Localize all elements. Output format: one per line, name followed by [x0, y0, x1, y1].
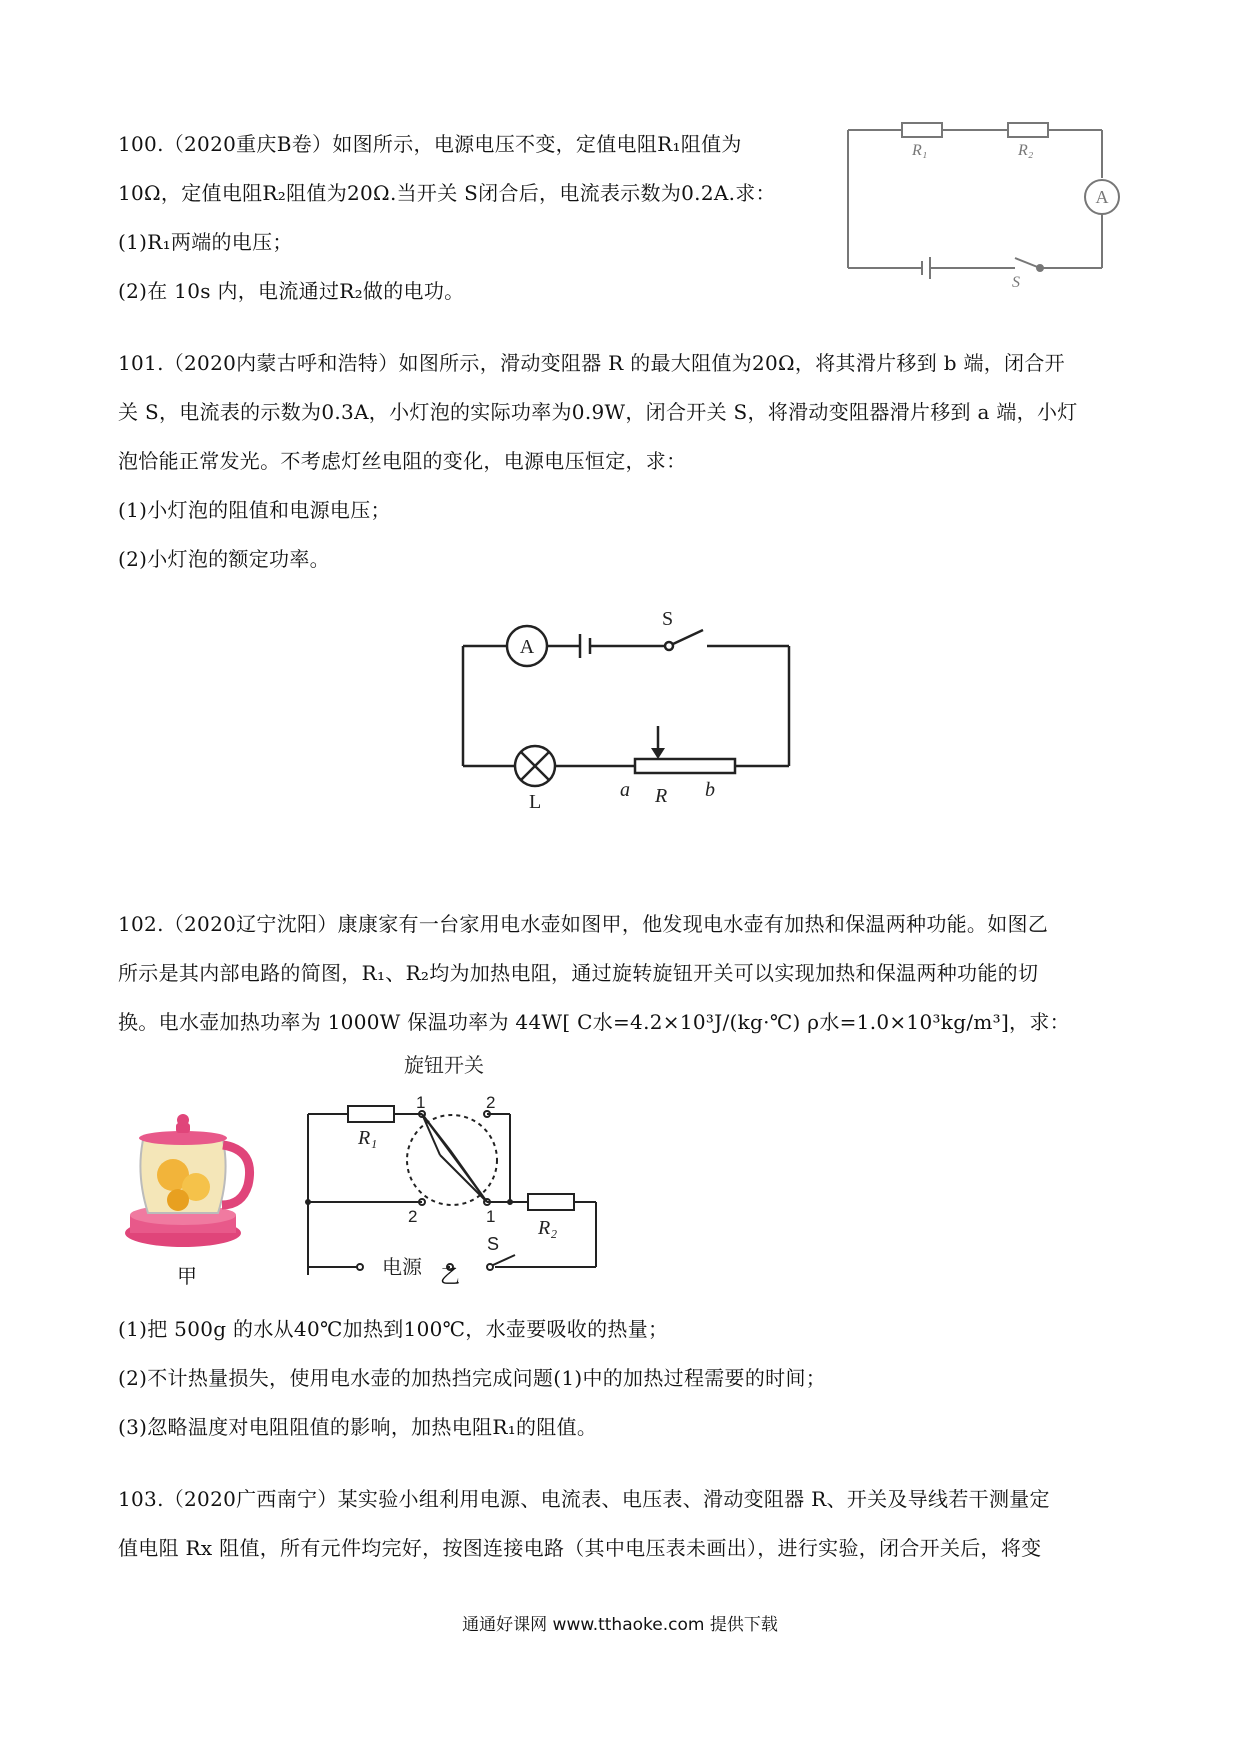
q102-switch	[493, 1255, 515, 1265]
q101-label-ammeter: A	[519, 636, 535, 658]
q101-line-3: 泡恰能正常发光。不考虑灯丝电阻的变化，电源电压恒定，求：	[118, 449, 687, 473]
q103-line-2: 值电阻 Rx 阻值，所有元件均完好，按图连接电路（其中电压表未画出），进行实验，闭合开关后，将变	[118, 1536, 1042, 1560]
circuit-caption: 乙	[440, 1264, 460, 1288]
q101-label-a: a	[620, 779, 630, 801]
q102-label-1-bottom: 1	[486, 1207, 496, 1226]
q102-line-1: 102.（2020辽宁沈阳）康康家有一台家用电水壶如图甲，他发现电水壶有加热和保温两种功能。如图乙	[118, 912, 1049, 936]
q100-line-4: (2)在 10s 内，电流通过R₂做的电功。	[118, 279, 465, 303]
q102-label-2-top: 2	[486, 1093, 496, 1112]
q102-label-1-top: 1	[416, 1093, 426, 1112]
q101-line-5: (2)小灯泡的额定功率。	[118, 547, 330, 571]
q100-resistor-r2	[1008, 123, 1048, 137]
q101-label-lamp: L	[529, 791, 542, 813]
q101-line-1: 101.（2020内蒙古呼和浩特）如图所示，滑动变阻器 R 的最大阻值为20Ω，将其滑片移到 b 端，闭合开	[118, 351, 1065, 375]
q102-label-r2: R₂	[538, 1217, 558, 1239]
q101-line-2: 关 S，电流表的示数为0.3A，小灯泡的实际功率为0.9W，闭合开关 S，将滑动变阻器滑片移到 a 端，小灯	[118, 400, 1078, 424]
q103-line-1: 103.（2020广西南宁）某实验小组利用电源、电流表、电压表、滑动变阻器 R、开关及导线若干测量定	[118, 1487, 1050, 1511]
kettle-image	[118, 1105, 258, 1255]
kettle-caption: 甲	[177, 1264, 197, 1288]
q100-switch	[1015, 258, 1040, 268]
q101-circuit-diagram	[455, 608, 800, 818]
q101-label-b: b	[705, 779, 715, 801]
q101-switch	[673, 630, 703, 644]
q102-label-power: 电源	[382, 1257, 422, 1275]
q102-resistor-r1	[348, 1106, 394, 1122]
q102-knob-switch	[407, 1115, 497, 1205]
page-footer: 通通好课网 www.tthaoke.com 提供下载	[462, 1615, 778, 1635]
q102-line-5: (2)不计热量损失，使用电水壶的加热挡完成问题(1)中的加热过程需要的时间；	[118, 1366, 827, 1390]
q100-resistor-r1	[902, 123, 942, 137]
q101-label-switch: S	[662, 608, 674, 630]
q100-circuit-diagram	[840, 115, 1120, 295]
q102-line-2: 所示是其内部电路的简图，R₁、R₂均为加热电阻，通过旋转旋钮开关可以实现加热和保温两种功能的切	[118, 961, 1039, 985]
q102-label-r1: R₁	[358, 1127, 378, 1149]
q100-label-r2: R₂	[1018, 142, 1034, 159]
q102-circuit-diagram	[300, 1050, 620, 1275]
q100-label-r1: R₁	[912, 142, 928, 159]
q100-line-2: 10Ω，定值电阻R₂阻值为20Ω.当开关 S闭合后，电流表示数为0.2A.求：	[118, 181, 776, 205]
q102-line-4: (1)把 500g 的水从40℃加热到100℃，水壶要吸收的热量；	[118, 1317, 669, 1341]
q101-label-r: R	[655, 785, 668, 807]
q101-line-4: (1)小灯泡的阻值和电源电压；	[118, 498, 391, 522]
q102-line-3: 换。电水壶加热功率为 1000W 保温功率为 44W[ C水=4.2×10³J/(kg·℃) ρ水=1.0×10³kg/m³]，求：	[118, 1010, 1070, 1034]
q100-line-3: (1)R₁两端的电压；	[118, 230, 293, 254]
q102-label-2-bottom: 2	[408, 1207, 418, 1226]
q102-label-switch: S	[487, 1234, 500, 1254]
q102-line-6: (3)忽略温度对电阻阻值的影响，加热电阻R₁的阻值。	[118, 1415, 598, 1439]
q101-rheostat	[635, 759, 735, 773]
q102-label-knob-title: 旋钮开关	[404, 1055, 484, 1077]
q100-line-1: 100.（2020重庆B卷）如图所示，电源电压不变，定值电阻R₁阻值为	[118, 132, 742, 156]
q100-label-switch: S	[1012, 274, 1020, 291]
q102-resistor-r2	[528, 1194, 574, 1210]
q100-label-ammeter: A	[1095, 187, 1109, 207]
